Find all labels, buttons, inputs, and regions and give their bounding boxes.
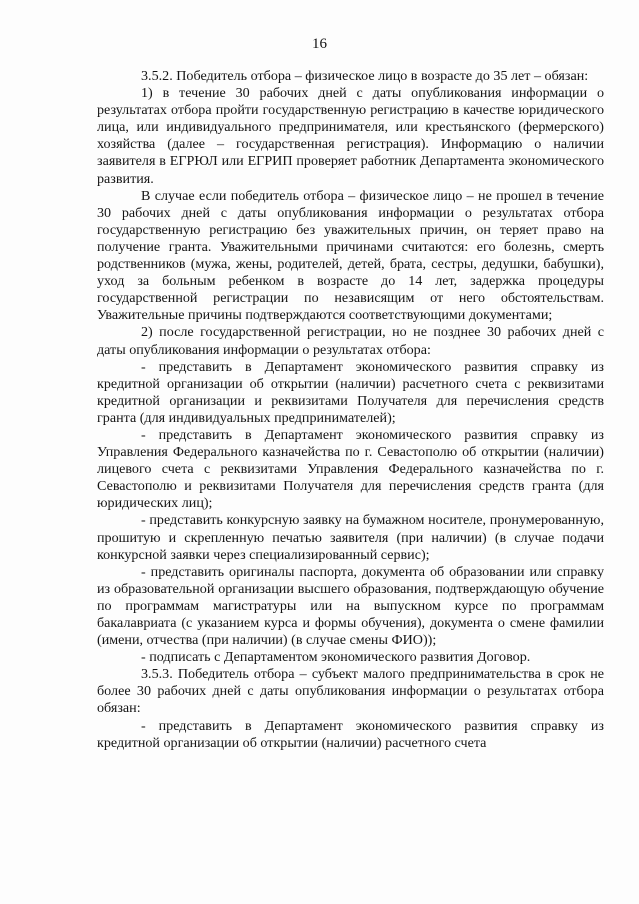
paragraph-item-1: 1) в течение 30 рабочих дней с даты опубликования информации о результатах отбора пройти государственную регистрацию в качестве юридического лица, или индивидуального предпринимателя, или крестьянского (фермерского) хозяйства (далее – государственная регистрация). Информацию о наличии заявителя в ЕГРЮЛ или ЕГРИП проверяет работник Департамента экономического развития.	[97, 85, 604, 187]
paragraph-sign-contract: - подписать с Департаментом экономического развития Договор.	[141, 649, 531, 666]
paragraph-treasury-certificate: - представить в Департамент экономического развития справку из Управления Федерального казначейства по г. Севастополю об открытии (наличии) лицевого счета с реквизитами Управления Федерального казначейства по г. Севастополю и реквизитами Получателя для перечисления средств гранта (для юридических лиц);	[97, 426, 604, 512]
paragraph-3-5-2-heading: 3.5.2. Победитель отбора – физическое лицо в возрасте до 35 лет – обязан:	[141, 68, 589, 84]
paragraph-valid-reasons: В случае если победитель отбора – физическое лицо – не прошел в течение 30 рабочих дней с даты опубликования информации о результатах отбора государственную регистрацию без уважительных причин, он теряет право на получение гранта. Уважительными причинами считаются: его болезнь, смерть родственников (мужа, жены, родителей, детей, брата, сестры, дедушки, бабушки), уход за больным ребенком в возрасте до 14 лет, задержка процедуры государственной регистрации по независящим от него обстоятельствам. Уважительные причины подтверждаются соответствующими документами;	[97, 187, 604, 324]
paragraph-paper-application: - представить конкурсную заявку на бумажном носителе, пронумерованную, прошитую и скрепленную печатью заявителя (при наличии) (в случае подачи конкурсной заявки через специализированный сервис);	[97, 512, 604, 563]
paragraph-bank-certificate: - представить в Департамент экономического развития справку из кредитной организации об открытии (наличии) расчетного счета с реквизитами кредитной организации и реквизитами Получателя для перечисления средств гранта (для индивидуальных предпринимателей);	[97, 358, 604, 426]
paragraph-original-documents: - представить оригиналы паспорта, документа об образовании или справку из образовательной организации высшего образования, подтверждающую обучение по программам магистратуры или на выпускном курсе по программам бакалавриата (с указанием курса и формы обучения), документа о смене фамилии (имени, отчества (при наличии) (в случае смены ФИО));	[97, 563, 604, 649]
paragraph-3-5-3-heading: 3.5.3. Победитель отбора – субъект малого предпринимательства в срок не более 30 рабочих дней с даты опубликования информации о результатах отбора обязан:	[97, 666, 604, 717]
page-number: 16	[312, 36, 327, 52]
paragraph-bank-certificate-small-business: - представить в Департамент экономического развития справку из кредитной организации об открытии (наличии) расчетного счета	[97, 717, 604, 751]
document-body	[97, 68, 604, 752]
paragraph-item-2: 2) после государственной регистрации, но не позднее 30 рабочих дней с даты опубликования информации о результатах отбора:	[97, 324, 604, 358]
